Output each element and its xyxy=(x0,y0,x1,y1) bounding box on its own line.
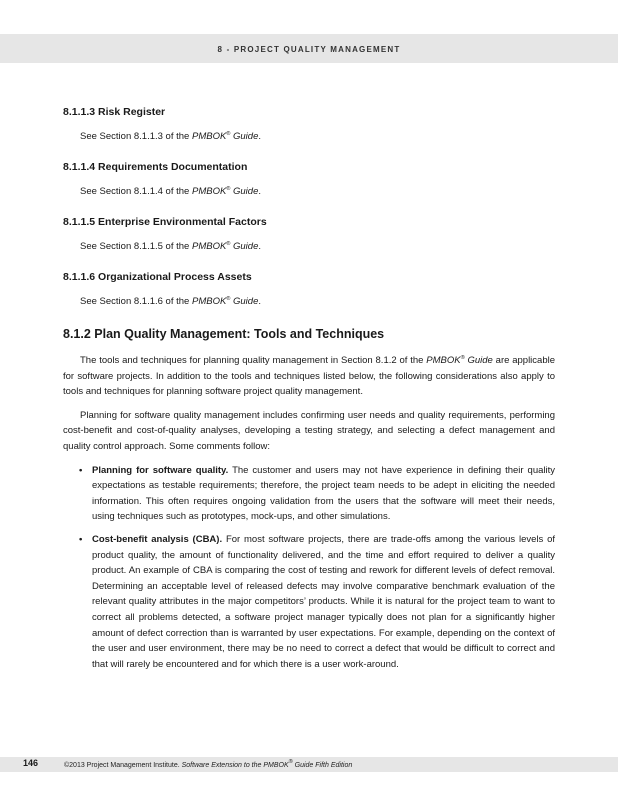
bullet-icon: • xyxy=(79,533,83,545)
subsection-risk-register xyxy=(63,106,555,144)
list-item: • Planning for software quality. The customer and users may not have experience in defining their quality expectations as testable requirements; therefore, the project team needs to be adept in eliciting the needed information. This often requires ongoing validation from the users that the software will meet their needs, using techniques such as prototypes, mock-ups, and other simulations. xyxy=(79,464,556,523)
subsection-heading: 8.1.1.6 Organizational Process Assets xyxy=(63,271,252,283)
list-item: • Cost-benefit analysis (CBA). For most software projects, there are trade-offs among the various levels of product quality, the amount of functionality delivered, and the time and effort required to deliver a quality product. An example of CBA is comparing the cost of testing and rework for different levels of defect removal. Determining an acceptable level of released defects may involve comparative benchmark evaluation of the relevant quality attributes in the major competitors’ products. While it is natural for the project team to want to correct all problems detected, a software project manager typically does not plan for a significantly higher amount of defect correction than is warranted by user expectations. For example, depending on the context of the user and user environment, there may be no need to correct a defect that would be difficult to correct and that will rarely be encountered and for which there is a user work-around. xyxy=(79,533,556,670)
section-heading: 8.1.2 Plan Quality Management: Tools and Techniques xyxy=(63,327,385,341)
subsection-enterprise-environmental-factors xyxy=(63,216,555,254)
bullet-lead: Planning for software quality. xyxy=(92,464,229,476)
see-reference: See Section 8.1.1.3 of the PMBOK® Guide. xyxy=(80,131,261,142)
intro-paragraph: The tools and techniques for planning quality management in Section 8.1.2 of the PMBOK® Guide are applicable for software projects. In addition to the tools and techniques listed below, the following considerations also apply to tools and techniques for planning software project quality management. xyxy=(63,355,555,398)
bullet-lead: Cost-benefit analysis (CBA). xyxy=(92,533,223,545)
subsection-organizational-process-assets xyxy=(63,271,555,309)
subsection-requirements-documentation xyxy=(63,161,555,199)
footer-copyright: ©2013 Project Management Institute. Software Extension to the PMBOK® Guide Fifth Edition xyxy=(64,759,353,769)
see-reference: See Section 8.1.1.6 of the PMBOK® Guide. xyxy=(80,296,261,307)
running-header: 8 - PROJECT QUALITY MANAGEMENT xyxy=(217,45,401,54)
page-number: 146 xyxy=(23,758,39,768)
subsection-heading: 8.1.1.3 Risk Register xyxy=(63,106,166,118)
subsection-heading: 8.1.1.5 Enterprise Environmental Factors xyxy=(63,216,267,228)
planning-paragraph: Planning for software quality management includes confirming user needs and quality requirements, performing cost-benefit and cost-of-quality analyses, developing a testing strategy, and selecting a defect management and quality control approach. Some comments follow: xyxy=(63,409,555,452)
page-content xyxy=(63,106,555,679)
see-reference: See Section 8.1.1.4 of the PMBOK® Guide. xyxy=(80,186,261,197)
subsection-heading: 8.1.1.4 Requirements Documentation xyxy=(63,161,248,173)
bullet-icon: • xyxy=(79,464,83,476)
see-reference: See Section 8.1.1.5 of the PMBOK® Guide. xyxy=(80,241,261,252)
bullet-list xyxy=(63,463,555,673)
